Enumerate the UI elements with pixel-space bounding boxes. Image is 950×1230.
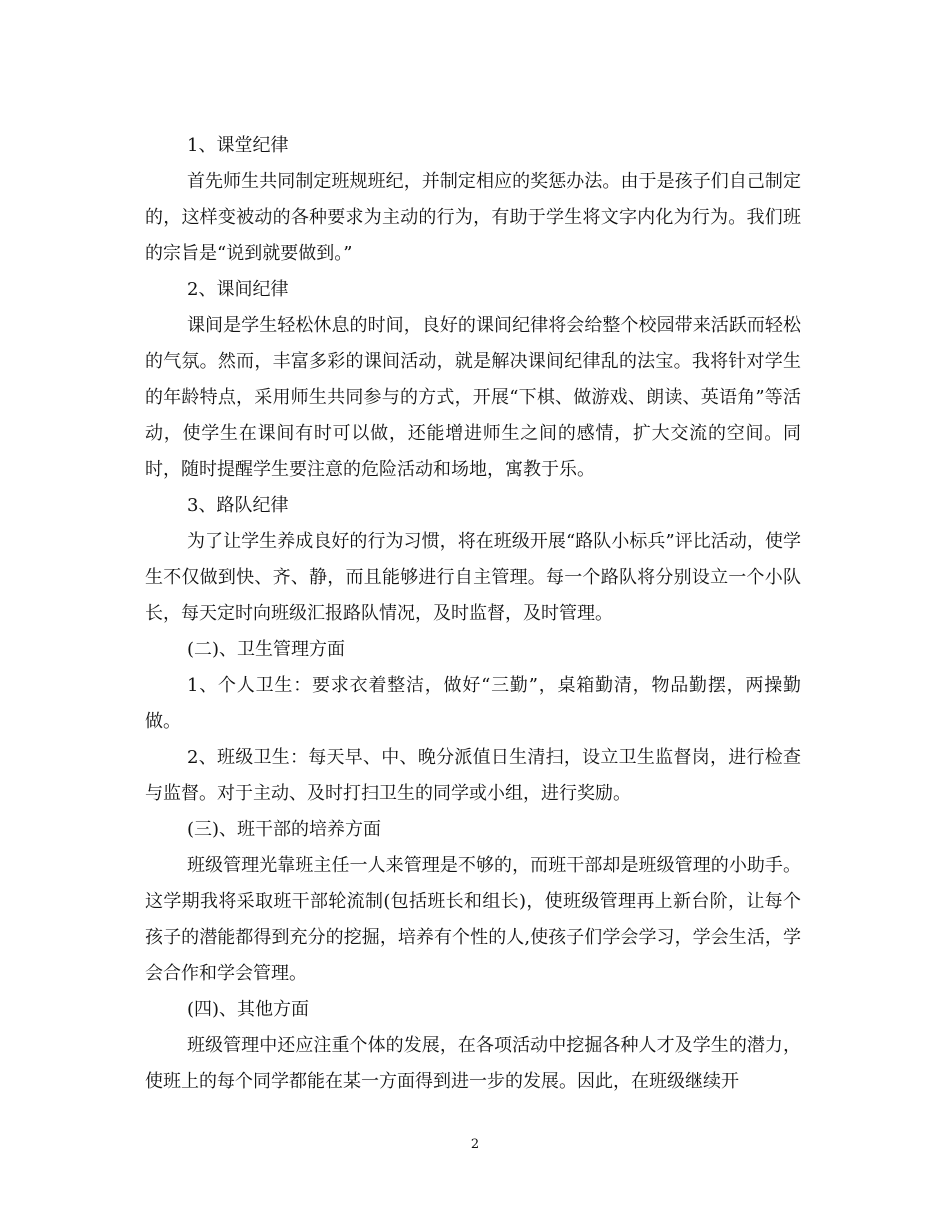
paragraph: 课间是学生轻松休息的时间，良好的课间纪律将会给整个校园带来活跃而轻松的气氛。然而，丰富多彩的课间活动，就是解决课间纪律乱的法宝。我将针对学生的年龄特点，采用师生共同参与的方式，开展“下棋、做游戏、朗读、英语角”等活动，使学生在课间有时可以做，还能增进师生之间的感情，扩大交流的空间。同时，随时提醒学生要注意的危险活动和场地，寓教于乐。 [145, 315, 801, 480]
paragraph: 1、个人卫生：要求衣着整洁，做好“三勤”，桌箱勤清，物品勤摆，两操勤做。 [145, 675, 801, 732]
page-number: 2 [470, 1137, 480, 1152]
paragraph: 班级管理中还应注重个体的发展，在各项活动中挖掘各种人才及学生的潜力，使班上的每个同学都能在某一方面得到进一步的发展。因此，在班级继续开 [145, 1035, 801, 1092]
section-heading: (四)、其他方面 [187, 999, 310, 1020]
section-heading: (二)、卫生管理方面 [187, 639, 346, 660]
section-heading: 1、课堂纪律 [187, 135, 289, 156]
section-heading: 2、课间纪律 [187, 279, 289, 300]
paragraph: 首先师生共同制定班规班纪，并制定相应的奖惩办法。由于是孩子们自己制定的，这样变被动的各种要求为主动的行为，有助于学生将文字内化为行为。我们班的宗旨是“说到就要做到。” [145, 171, 801, 264]
paragraph: 班级管理光靠班主任一人来管理是不够的，而班干部却是班级管理的小助手。这学期我将采取班干部轮流制(包括班长和组长)，使班级管理再上新台阶，让每个孩子的潜能都得到充分的挖掘，培养有个性的人,使孩子们学会学习，学会生活，学会合作和学会管理。 [145, 855, 801, 984]
paragraph: 为了让学生养成良好的行为习惯，将在班级开展“路队小标兵”评比活动，使学生不仅做到快、齐、静，而且能够进行自主管理。每一个路队将分别设立一个小队长，每天定时向班级汇报路队情况，及时监督，及时管理。 [145, 531, 801, 624]
paragraph: 2、班级卫生：每天早、中、晚分派值日生清扫，设立卫生监督岗，进行检查与监督。对于主动、及时打扫卫生的同学或小组，进行奖励。 [145, 747, 801, 804]
document-body [145, 128, 801, 1100]
section-heading: (三)、班干部的培养方面 [187, 819, 382, 840]
section-heading: 3、路队纪律 [187, 495, 289, 516]
